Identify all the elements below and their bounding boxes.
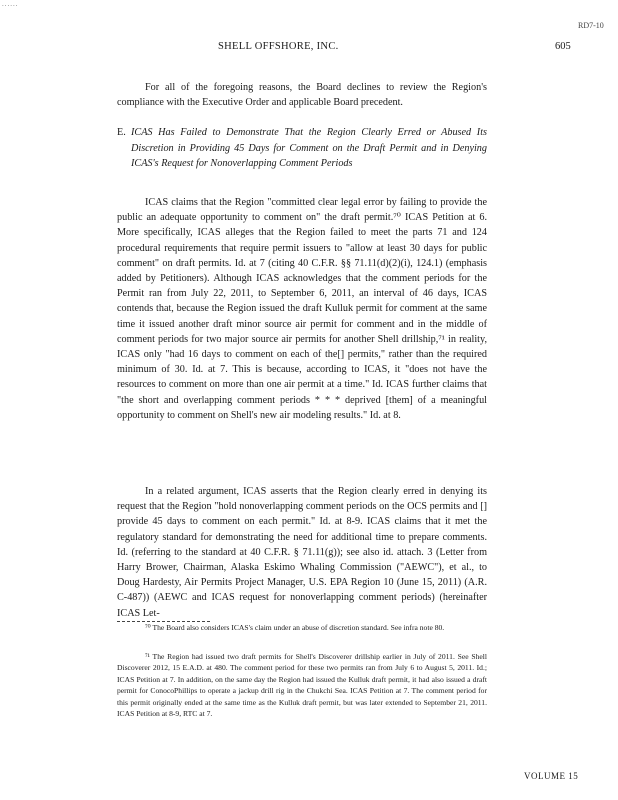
footnote-70-text: ⁷⁰ The Board also considers ICAS's claim under an abuse of discretion standard. See infra note 80. [145, 623, 445, 632]
section-heading-text: ICAS Has Failed to Demonstrate That the Region Clearly Erred or Abused Its Discretion in Providing 45 Days for Comment on the Draft Permit and in Denying ICAS's Request for Nonoverlapping Comment Periods [131, 127, 487, 170]
paragraph-related-argument-text: In a related argument, ICAS asserts that the Region clearly erred in denying its request that the Region "hold nonoverlapping comment periods on the OCS permits and [] provide 45 days to comment on each permit." Id. at 8-9. ICAS claims that it met the regulatory standard for demonstrating the need for additional time to prepare comments. Id. (referring to the standard at 40 C.F.R. § 71.11(g)); see also id. attach. 3 (Letter from Harry Brower, Chairman, Alaska Eskimo Whaling Commission ("AEWC"), et al., to Doug Hardesty, Air Permits Project Manager, U.S. EPA Region 10 (June 15, 2011) (A.R. C-487)) (AEWC and ICAS request for nonoverlapping comment periods) (hereinafter ICAS Let- [117, 486, 487, 619]
volume-footer: VOLUME 15 [524, 771, 579, 781]
paragraph-conclusion [117, 80, 487, 110]
document-number: RD7-10 [578, 21, 604, 30]
running-header-title: SHELL OFFSHORE, INC. [218, 41, 339, 52]
footnote-71-text: ⁷¹ The Region had issued two draft permits for Shell's Discoverer drillship earlier in July of 2011. See Shell Discoverer 2012, 15 E.A.D. at 480. The comment period for these two permits ran from July 6 to August 5, 2011. Id.; ICAS Petition at 7. In addition, on the same day the Region had issued the Kulluk draft permit, it had also issued a draft permit for ConocoPhillips to operate a jackup drill rig in the Chukchi Sea. ICAS Petition at 7. The comment period for this permit originally ended at the same time as the Kulluk draft permit, but was later extended to September 21, 2011. ICAS Petition at 8-9, RTC at 7. [117, 652, 487, 719]
paragraph-related-argument [117, 484, 487, 621]
section-heading-label: E. [117, 127, 126, 138]
paragraph-icas-claims [117, 195, 487, 423]
footnote-71 [117, 651, 487, 719]
scan-corner-mark: ...... [2, 0, 19, 8]
section-heading [117, 125, 487, 172]
paragraph-icas-claims-text: ICAS claims that the Region "committed clear legal error by failing to provide the public an adequate opportunity to comment on" the draft permit.⁷⁰ ICAS Petition at 6. More specifically, ICAS alleges that the Region failed to meet the parts 71 and 124 procedural requirements that require permit issuers to "allow at least 30 days for public comment" on draft permits. Id. at 7 (citing 40 C.F.R. §§ 71.11(d)(2)(i), 124.1) (emphasis added by Petitioners). Although ICAS acknowledges that the comment periods for the Permit ran from July 22, 2011, to September 6, 2011, an interval of 46 days, ICAS contends that, because the Region issued the draft Kulluk permit for comment at the same time it issued another draft minor source air permit for comment and in the middle of comment periods for two major source air permits for another Shell drillship,⁷¹ in reality, ICAS only "had 16 days to comment on each of the[] permits," rather than the required minimum of 30. Id. at 7. This is because, according to ICAS, it "does not have the resources to comment on more than one air permit at a time." Id. ICAS further claims that "the short and overlapping comment periods * * * deprived [them] of a meaningful opportunity to comment on Shell's new air modeling results." Id. at 8. [117, 197, 487, 421]
paragraph-conclusion-text: For all of the foregoing reasons, the Board declines to review the Region's compliance with the Executive Order and applicable Board precedent. [117, 82, 487, 109]
footnote-70 [117, 622, 487, 633]
page-number: 605 [555, 41, 571, 52]
